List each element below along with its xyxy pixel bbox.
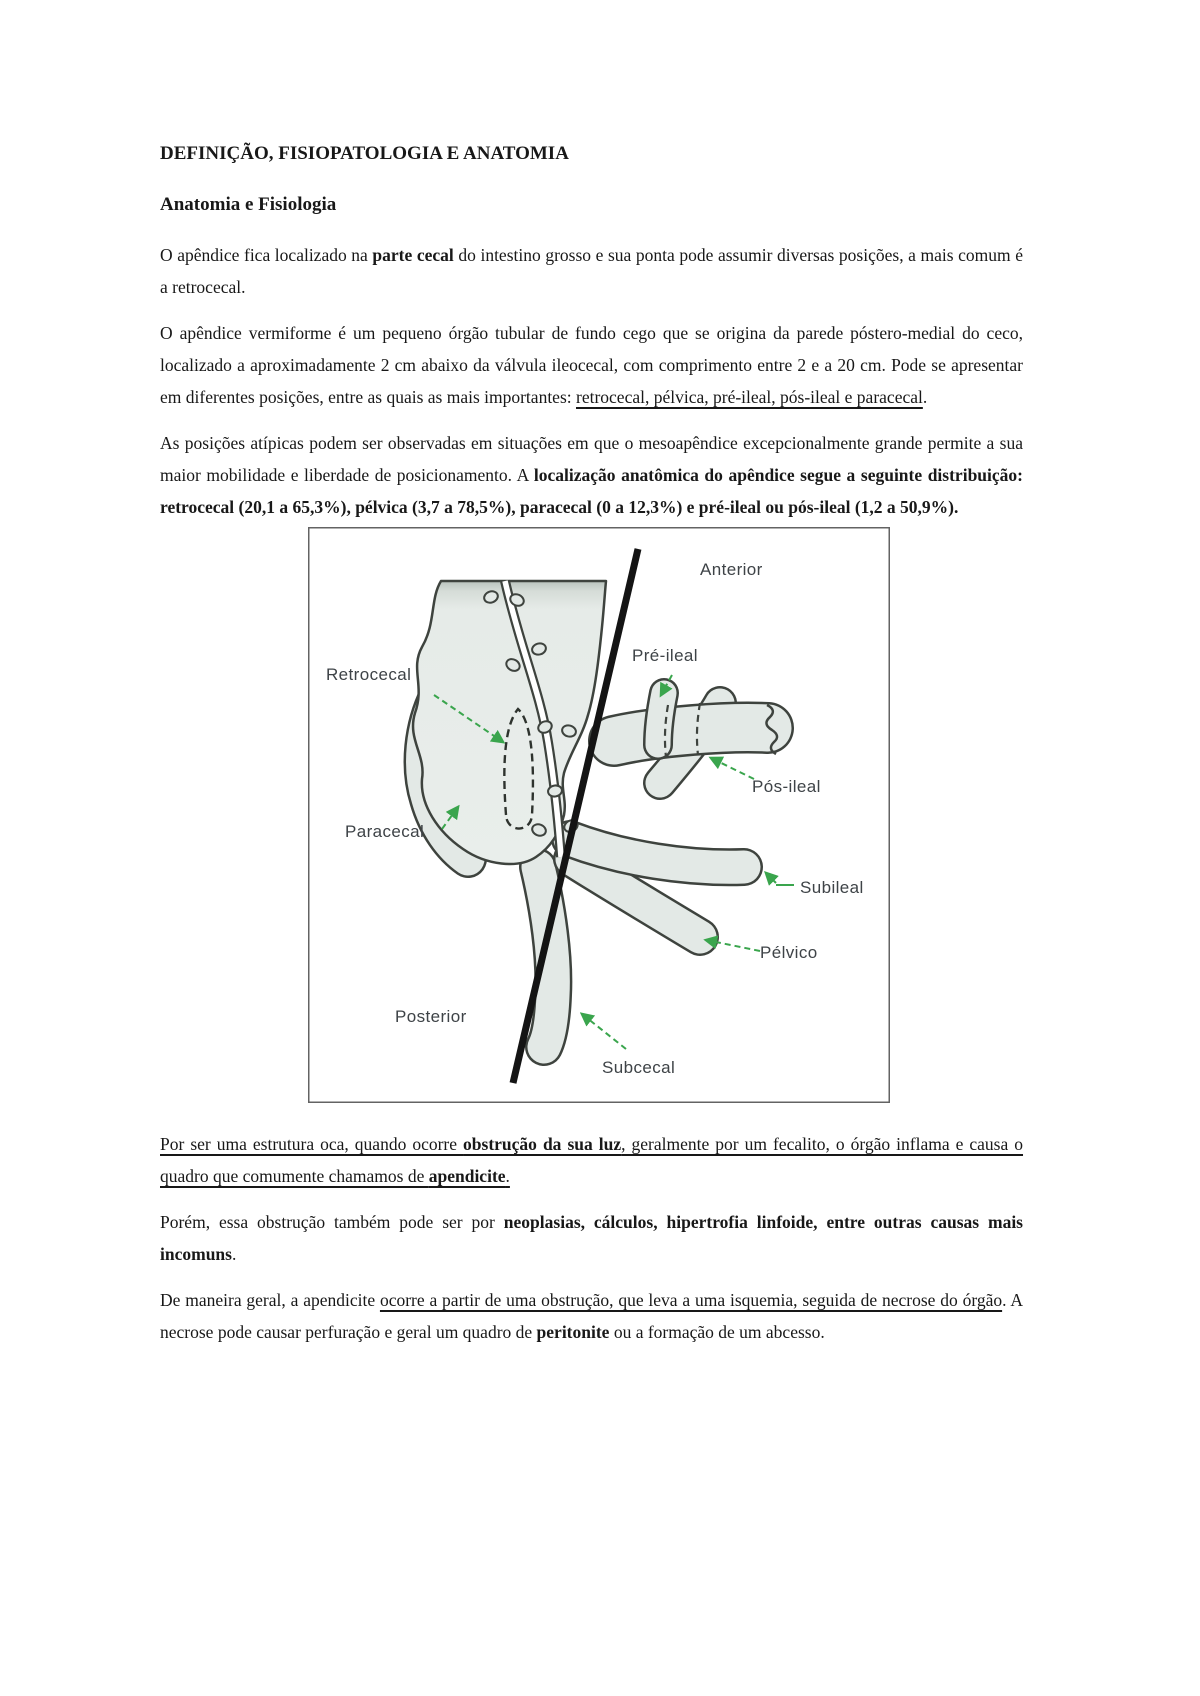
pre-ileal-appendix: [658, 693, 664, 745]
label-subileal: Subileal: [800, 878, 864, 897]
label-pre-ileal: Pré-ileal: [632, 646, 698, 665]
section-heading: Anatomia e Fisiologia: [160, 194, 337, 215]
label-paracecal: Paracecal: [345, 822, 425, 841]
paragraph-5: Porém, essa obstrução também pode ser por neoplasias, cálculos, hipertrofia linfoide, entre outras causas mais incomuns.: [160, 1212, 1023, 1264]
paragraph-1: O apêndice fica localizado na parte cecal do intestino grosso e sua ponta pode assumir diversas posições, a mais comum é a retrocecal.: [160, 245, 1023, 297]
paragraph-2: O apêndice vermiforme é um pequeno órgão tubular de fundo cego que se origina da parede póstero-medial do ceco, localizado a aproximadamente 2 cm abaixo da válvula ileocecal, com comprimento entre 2 e a 20 cm. Pode se apresentar em diferentes posições, entre as quais as mais importantes: retrocecal, pélvica, pré-ileal, pós-ileal e paracecal.: [160, 323, 1023, 407]
appendix-positions-diagram: [308, 527, 890, 1103]
document-body: [160, 141, 1023, 1348]
ileum: [614, 705, 777, 754]
label-subcecal: Subcecal: [602, 1058, 676, 1077]
paragraph-3: As posições atípicas podem ser observadas em situações em que o mesoapêndice excepcionalmente grande permite a sua maior mobilidade e liberdade de posicionamento. A localização anatômica do apêndice segue a seguinte distribuição: retrocecal (20,1 a 65,3%), pélvica (3,7 a 78,5%), paracecal (0 a 12,3%) e pré-ileal ou pós-ileal (1,2 a 50,9%).: [160, 433, 1023, 517]
page-title: DEFINIÇÃO, FISIOPATOLOGIA E ANATOMIA: [160, 143, 569, 164]
label-pelvico: Pélvico: [760, 943, 818, 962]
label-pos-ileal: Pós-ileal: [752, 777, 821, 796]
label-anterior: Anterior: [700, 560, 763, 579]
paragraph-4: Por ser uma estrutura oca, quando ocorre obstrução da sua luz, geralmente por um fecalito, o órgão inflama e causa o quadro que comumente chamamos de apendicite.: [160, 1134, 1024, 1186]
label-posterior: Posterior: [395, 1007, 467, 1026]
paragraph-6: De maneira geral, a apendicite ocorre a partir de uma obstrução, que leva a uma isquemia, seguida de necrose do órgão. A necrose pode causar perfuração e geral um quadro de peritonite ou a formação de um abcesso.: [160, 1290, 1023, 1342]
label-retrocecal: Retrocecal: [326, 665, 412, 684]
appendix-positions-figure: [308, 527, 890, 1103]
